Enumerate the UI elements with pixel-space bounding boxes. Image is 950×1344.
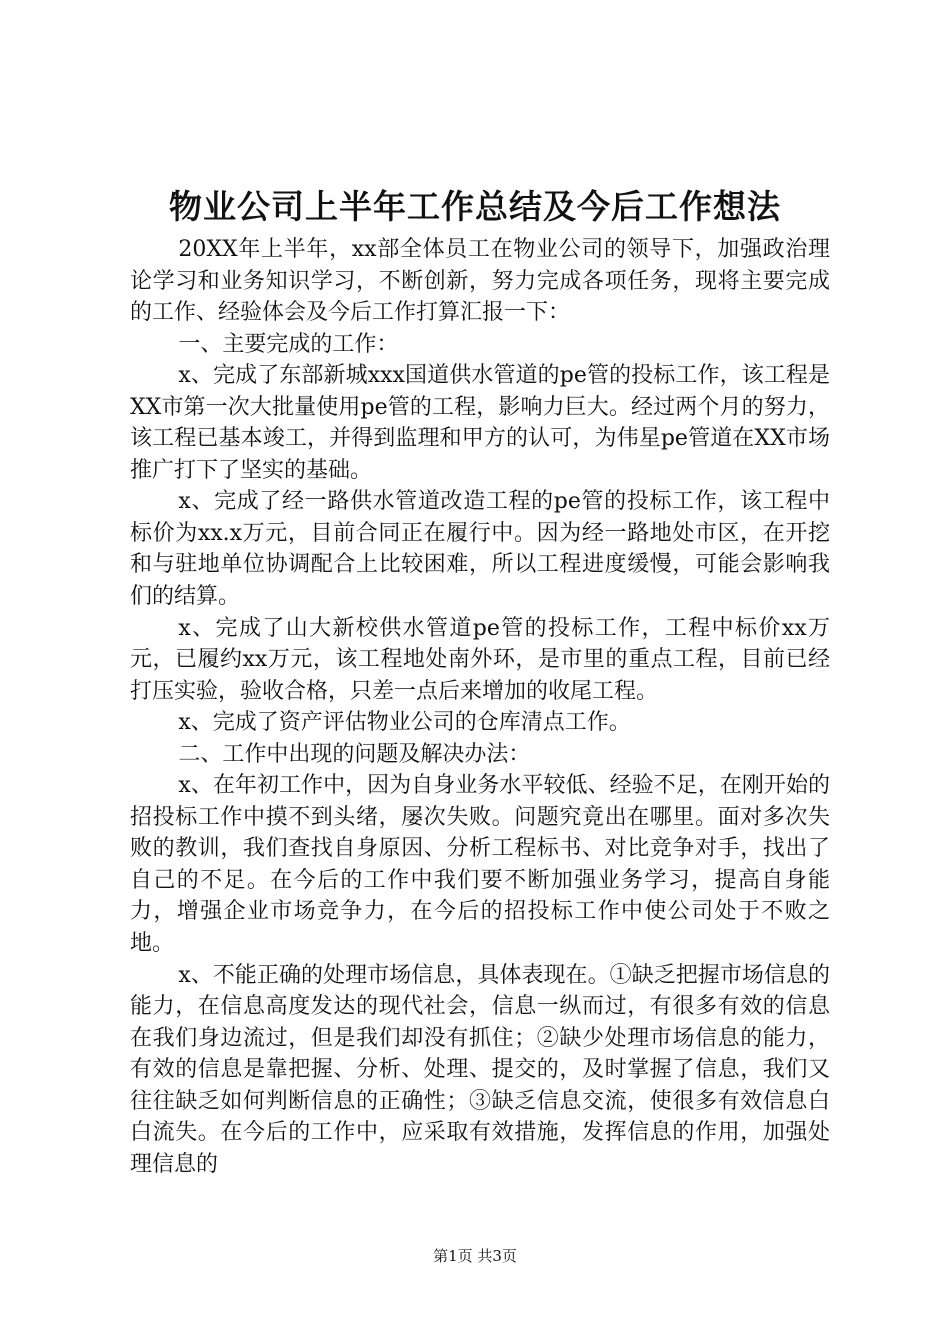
paragraph-work-item: x、完成了经一路供水管道改造工程的pe管的投标工作，该工程中标价为xx.x万元，目前合同正在履行中。因为经一路地处市区，在开挖和与驻地单位协调配合上比较困难，所以工程进度缓慢，可能会影响我们的结算。 (130, 489, 830, 610)
document-body (130, 234, 830, 1180)
paragraph-problem-item: x、不能正确的处理市场信息，具体表现在。①缺乏把握市场信息的能力，在信息高度发达的现代社会，信息一纵而过，有很多有效的信息在我们身边流过，但是我们却没有抓住；②缺少处理市场信息的能力，有效的信息是靠把握、分析、处理、提交的，及时掌握了信息，我们又往往缺乏如何判断信息的正确性；③缺乏信息交流，使很多有效信息白白流失。在今后的工作中，应采取有效措施，发挥信息的作用，加强处理信息的 (130, 962, 830, 1177)
paragraph-intro: 20XX年上半年，xx部全体员工在物业公司的领导下，加强政治理论学习和业务知识学习，不断创新，努力完成各项任务，现将主要完成的工作、经验体会及今后工作打算汇报一下： (130, 237, 830, 326)
paragraph-problem-item: x、在年初工作中，因为自身业务水平较低、经验不足，在刚开始的招投标工作中摸不到头绪，屡次失败。问题究竟出在哪里。面对多次失败的教训，我们查找自身原因、分析工程标书、对比竞争对手，找出了自己的不足。在今后的工作中我们要不断加强业务学习，提高自身能力，增强企业市场竞争力，在今后的招投标工作中使公司处于不败之地。 (130, 773, 830, 957)
paragraph-work-item: x、完成了东部新城xxx国道供水管道的pe管的投标工作，该工程是XX市第一次大批量使用pe管的工程，影响力巨大。经过两个月的努力，该工程已基本竣工，并得到监理和甲方的认可，为伟星pe管道在XX市场推广打下了坚实的基础。 (130, 363, 830, 483)
document-title: 物业公司上半年工作总结及今后工作想法 (169, 187, 781, 226)
page-number-footer: 第1页 共3页 (433, 1247, 517, 1265)
paragraph-work-item: x、完成了山大新校供水管道pe管的投标工作，工程中标价xx万元，已履约xx万元，该工程地处南外环，是市里的重点工程，目前已经打压实验，验收合格，只差一点后来增加的收尾工程。 (130, 615, 830, 704)
paragraph-work-item: x、完成了资产评估物业公司的仓库清点工作。 (178, 710, 631, 736)
section-heading-problems: 二、工作中出现的问题及解决办法： (178, 741, 531, 767)
section-heading-main-work: 一、主要完成的工作： (178, 331, 399, 357)
